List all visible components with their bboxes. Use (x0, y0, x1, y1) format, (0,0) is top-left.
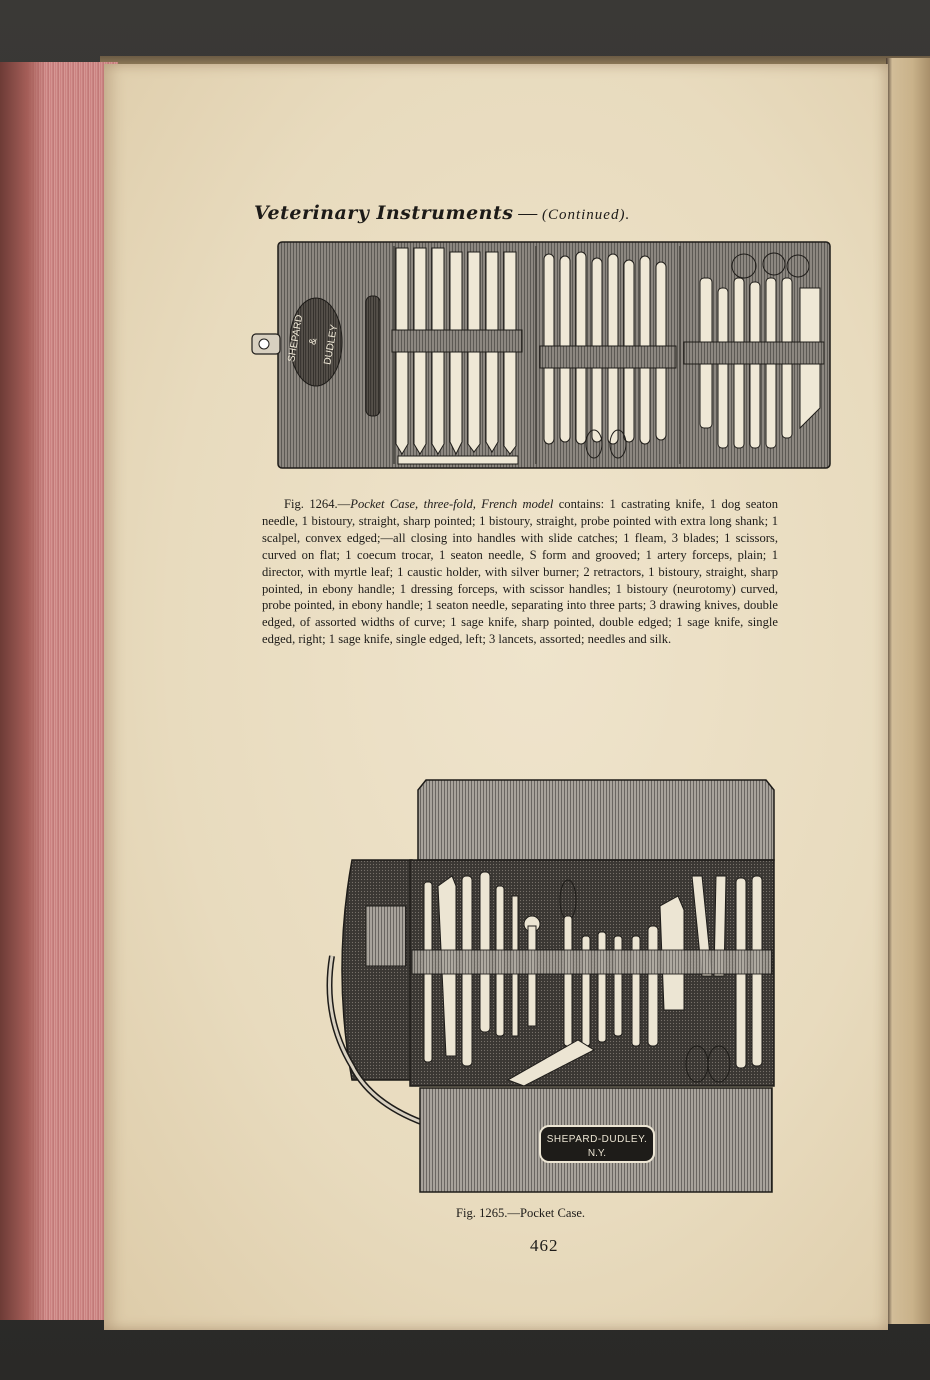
header-title: Veterinary Instruments (254, 202, 514, 224)
figure-1265-illustration (312, 776, 776, 1194)
case-label-line-2: & (307, 337, 320, 346)
section-header (254, 202, 630, 225)
left-page-stack (0, 62, 118, 1320)
case-label-line-1: SHEPARD (286, 314, 306, 363)
caption-1264-number: Fig. 1264.— (284, 497, 351, 511)
header-dash: — (513, 203, 542, 224)
page-number: 462 (530, 1236, 559, 1255)
case-label-line-3: DUDLEY (322, 323, 341, 366)
figure-1264-caption (262, 496, 778, 648)
caption-1264-title: Pocket Case, three-fold, French model (350, 497, 554, 511)
figure-1265-caption: Fig. 1265.—Pocket Case. (456, 1206, 586, 1220)
header-continued: (Continued). (541, 207, 631, 223)
caption-1264-text: contains: 1 castrating knife, 1 dog seaton needle, 1 bistoury, straight, sharp pointed; 1 bistoury, straight, probe pointed with extra long shank; 1 scalpel, convex edged;—all closing into handles with slide catches; 1 fleam, 3 blades; 1 scissors, curved on flat; 1 coecum trocar, 1 seaton needle, S form and grooved; 1 artery forceps, plain; 1 director, with myrtle leaf; 1 caustic holder, with silver burner; 2 retractors, 1 bistoury, straight, sharp pointed, in ebony handle; 1 dressing forceps, with scissor handles; 1 bistoury (neurotomy) curved, probe pointed, in ebony handle; 1 seaton needle, separating into three parts; 3 drawing knives, double edged, of assorted widths of curve; 1 sage knife, sharp pointed, double edged; 1 sage knife, single edged, right; 1 sage knife, single edged, left; 3 lancets, assorted; needles and silk. (262, 497, 778, 647)
nameplate-line-2: N.Y. (587, 1148, 607, 1159)
nameplate-line-1: SHEPARD-DUDLEY. (546, 1134, 648, 1145)
figure-1264-illustration (248, 238, 832, 474)
right-page-edge (886, 58, 930, 1324)
